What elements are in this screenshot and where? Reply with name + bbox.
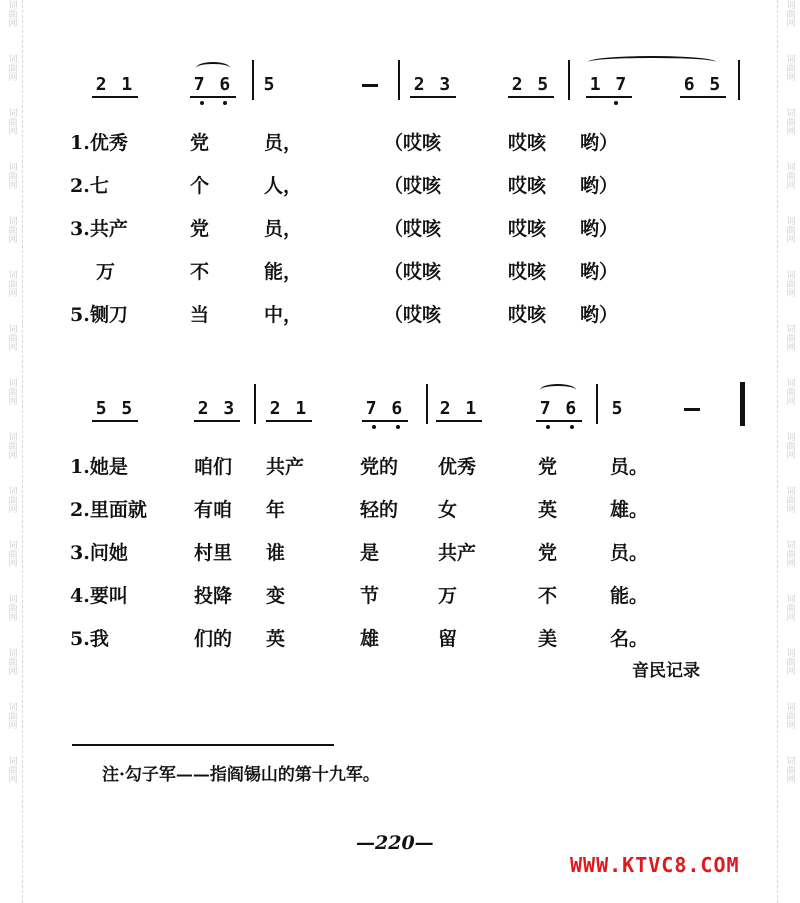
watermark-text: 词曲网 [784, 0, 795, 27]
lyric-syllable: 不 [190, 261, 210, 283]
lyric-syllable: 节 [360, 585, 380, 607]
lyric-syllable: 哎咳 [508, 132, 547, 154]
watermark-text: 词曲网 [784, 162, 795, 189]
bar-line [398, 60, 400, 100]
lyric-syllable: 轻的 [360, 499, 399, 521]
footnote-divider [72, 744, 334, 746]
left-watermark-strip [0, 0, 23, 903]
bar-line [738, 60, 740, 100]
lyric-syllable: 3.共产 [70, 218, 128, 240]
final-bar-line [740, 382, 745, 426]
octave-dot [546, 425, 550, 429]
lyric-syllable: 英 [266, 628, 286, 650]
bar-line [568, 60, 570, 100]
note-group-2-4: 7 6 [362, 398, 408, 422]
note-group-1-2: 7 6 [190, 74, 236, 98]
lyric-syllable: 留 [438, 628, 458, 650]
lyric-syllable: 哎咳 [508, 175, 547, 197]
note-group-1-6: 1 7 [586, 74, 632, 98]
sustain-dash [684, 408, 700, 411]
lyric-syllable: 女 [438, 499, 458, 521]
lyric-syllable: 有咱 [194, 499, 233, 521]
lyric-syllable: 哟） [580, 132, 619, 154]
watermark-text: 词曲网 [784, 756, 795, 783]
watermark-text: 词曲网 [6, 162, 17, 189]
octave-dot [396, 425, 400, 429]
lyric-syllable: 万 [96, 261, 116, 283]
lyric-syllable: 雄。 [610, 499, 649, 521]
lyric-syllable: 雄 [360, 628, 380, 650]
slur-mark [540, 384, 576, 396]
watermark-text: 词曲网 [6, 216, 17, 243]
slur-mark [588, 56, 716, 68]
watermark-text: 词曲网 [784, 486, 795, 513]
octave-dot [570, 425, 574, 429]
watermark-text: 词曲网 [6, 108, 17, 135]
watermark-text: 词曲网 [6, 594, 17, 621]
lyric-syllable: 能， [264, 261, 303, 283]
note-group-2-3: 2 1 [266, 398, 312, 422]
note-group-1-4: 2 3 [410, 74, 456, 98]
watermark-text: 词曲网 [784, 432, 795, 459]
lyric-syllable: 是 [360, 542, 380, 564]
lyric-syllable: 万 [438, 585, 458, 607]
note-group-2-7: 5 [611, 398, 625, 419]
lyric-syllable: 个 [190, 175, 210, 197]
lyric-syllable: （哎咳 [384, 261, 442, 283]
lyric-syllable: 共产 [266, 456, 305, 478]
watermark-text: 词曲网 [6, 432, 17, 459]
lyric-syllable: 党 [538, 456, 558, 478]
lyric-syllable: 5.我 [70, 628, 109, 650]
lyric-syllable: 哎咳 [508, 218, 547, 240]
lyric-syllable: 员， [264, 218, 303, 240]
octave-dot [372, 425, 376, 429]
transcriber-credit: 音民记录 [632, 661, 700, 681]
watermark-text: 词曲网 [784, 270, 795, 297]
lyric-syllable: 党 [538, 542, 558, 564]
lyric-syllable: 咱们 [194, 456, 233, 478]
watermark-text: 词曲网 [6, 702, 17, 729]
bar-line [252, 60, 254, 100]
note-group-2-6: 7 6 [536, 398, 582, 422]
note-group-2-1: 5 5 [92, 398, 138, 422]
lyric-syllable: （哎咳 [384, 175, 442, 197]
bar-line [596, 384, 598, 424]
lyric-syllable: 不 [538, 585, 558, 607]
note-group-1-1: 2 1 [92, 74, 138, 98]
lyric-syllable: 美 [538, 628, 558, 650]
page-number: —220— [356, 832, 434, 854]
octave-dot [223, 101, 227, 105]
sustain-dash [362, 84, 378, 87]
watermark-text: 词曲网 [784, 378, 795, 405]
note-group-2-2: 2 3 [194, 398, 240, 422]
watermark-text: 词曲网 [6, 324, 17, 351]
lyric-syllable: 当 [190, 304, 210, 326]
lyric-syllable: 5.铡刀 [70, 304, 128, 326]
watermark-text: 词曲网 [6, 756, 17, 783]
lyric-syllable: 员。 [610, 542, 649, 564]
footnote: 注·勾子军——指阎锡山的第十九军。 [102, 765, 380, 785]
lyric-syllable: 们的 [194, 628, 233, 650]
lyric-syllable: 人， [264, 175, 303, 197]
lyric-syllable: 英 [538, 499, 558, 521]
lyric-syllable: 能。 [610, 585, 649, 607]
lyric-syllable: 党 [190, 218, 210, 240]
lyric-syllable: 1.她是 [70, 456, 128, 478]
lyric-syllable: 哎咳 [508, 261, 547, 283]
lyric-syllable: 变 [266, 585, 286, 607]
watermark-text: 词曲网 [6, 648, 17, 675]
bar-line [254, 384, 256, 424]
lyric-syllable: 投降 [194, 585, 233, 607]
lyric-syllable: 哎咳 [508, 304, 547, 326]
note-group-1-3: 5 [263, 74, 277, 95]
bar-line [426, 384, 428, 424]
lyric-syllable: 中， [264, 304, 303, 326]
watermark-text: 词曲网 [784, 648, 795, 675]
lyric-syllable: 名。 [610, 628, 649, 650]
octave-dot [200, 101, 204, 105]
watermark-text: 词曲网 [6, 486, 17, 513]
lyric-syllable: （哎咳 [384, 218, 442, 240]
watermark-text: 词曲网 [6, 270, 17, 297]
lyric-syllable: 党的 [360, 456, 399, 478]
lyric-syllable: 优秀 [438, 456, 477, 478]
lyric-syllable: 年 [266, 499, 286, 521]
watermark-text: 词曲网 [784, 54, 795, 81]
watermark-text: 词曲网 [6, 540, 17, 567]
watermark-text: 词曲网 [6, 378, 17, 405]
lyric-syllable: 哟） [580, 304, 619, 326]
lyric-syllable: 哟） [580, 175, 619, 197]
watermark-text: 词曲网 [6, 54, 17, 81]
watermark-text: 词曲网 [784, 216, 795, 243]
lyric-syllable: 员。 [610, 456, 649, 478]
lyric-syllable: 村里 [194, 542, 233, 564]
slur-mark [196, 62, 230, 74]
watermark-text: 词曲网 [784, 108, 795, 135]
lyric-syllable: 党 [190, 132, 210, 154]
lyric-syllable: 2.七 [70, 175, 109, 197]
watermark-text: 词曲网 [784, 702, 795, 729]
lyric-syllable: 共产 [438, 542, 477, 564]
note-group-2-5: 2 1 [436, 398, 482, 422]
lyric-syllable: 员， [264, 132, 303, 154]
lyric-syllable: （哎咳 [384, 132, 442, 154]
watermark-text: 词曲网 [784, 540, 795, 567]
watermark-text: 词曲网 [784, 324, 795, 351]
right-watermark-strip [777, 0, 800, 903]
lyric-syllable: 哟） [580, 218, 619, 240]
lyric-syllable: 4.要叫 [70, 585, 128, 607]
note-group-1-5: 2 5 [508, 74, 554, 98]
note-group-1-7: 6 5 [680, 74, 726, 98]
watermark-text: 词曲网 [784, 594, 795, 621]
site-watermark: WWW.KTVC8.COM [570, 853, 740, 877]
octave-dot [614, 101, 618, 105]
lyric-syllable: 1.优秀 [70, 132, 128, 154]
lyric-syllable: 哟） [580, 261, 619, 283]
lyric-syllable: 谁 [266, 542, 286, 564]
lyric-syllable: 2.里面就 [70, 499, 147, 521]
watermark-text: 词曲网 [6, 0, 17, 27]
lyric-syllable: 3.问她 [70, 542, 128, 564]
lyric-syllable: （哎咳 [384, 304, 442, 326]
